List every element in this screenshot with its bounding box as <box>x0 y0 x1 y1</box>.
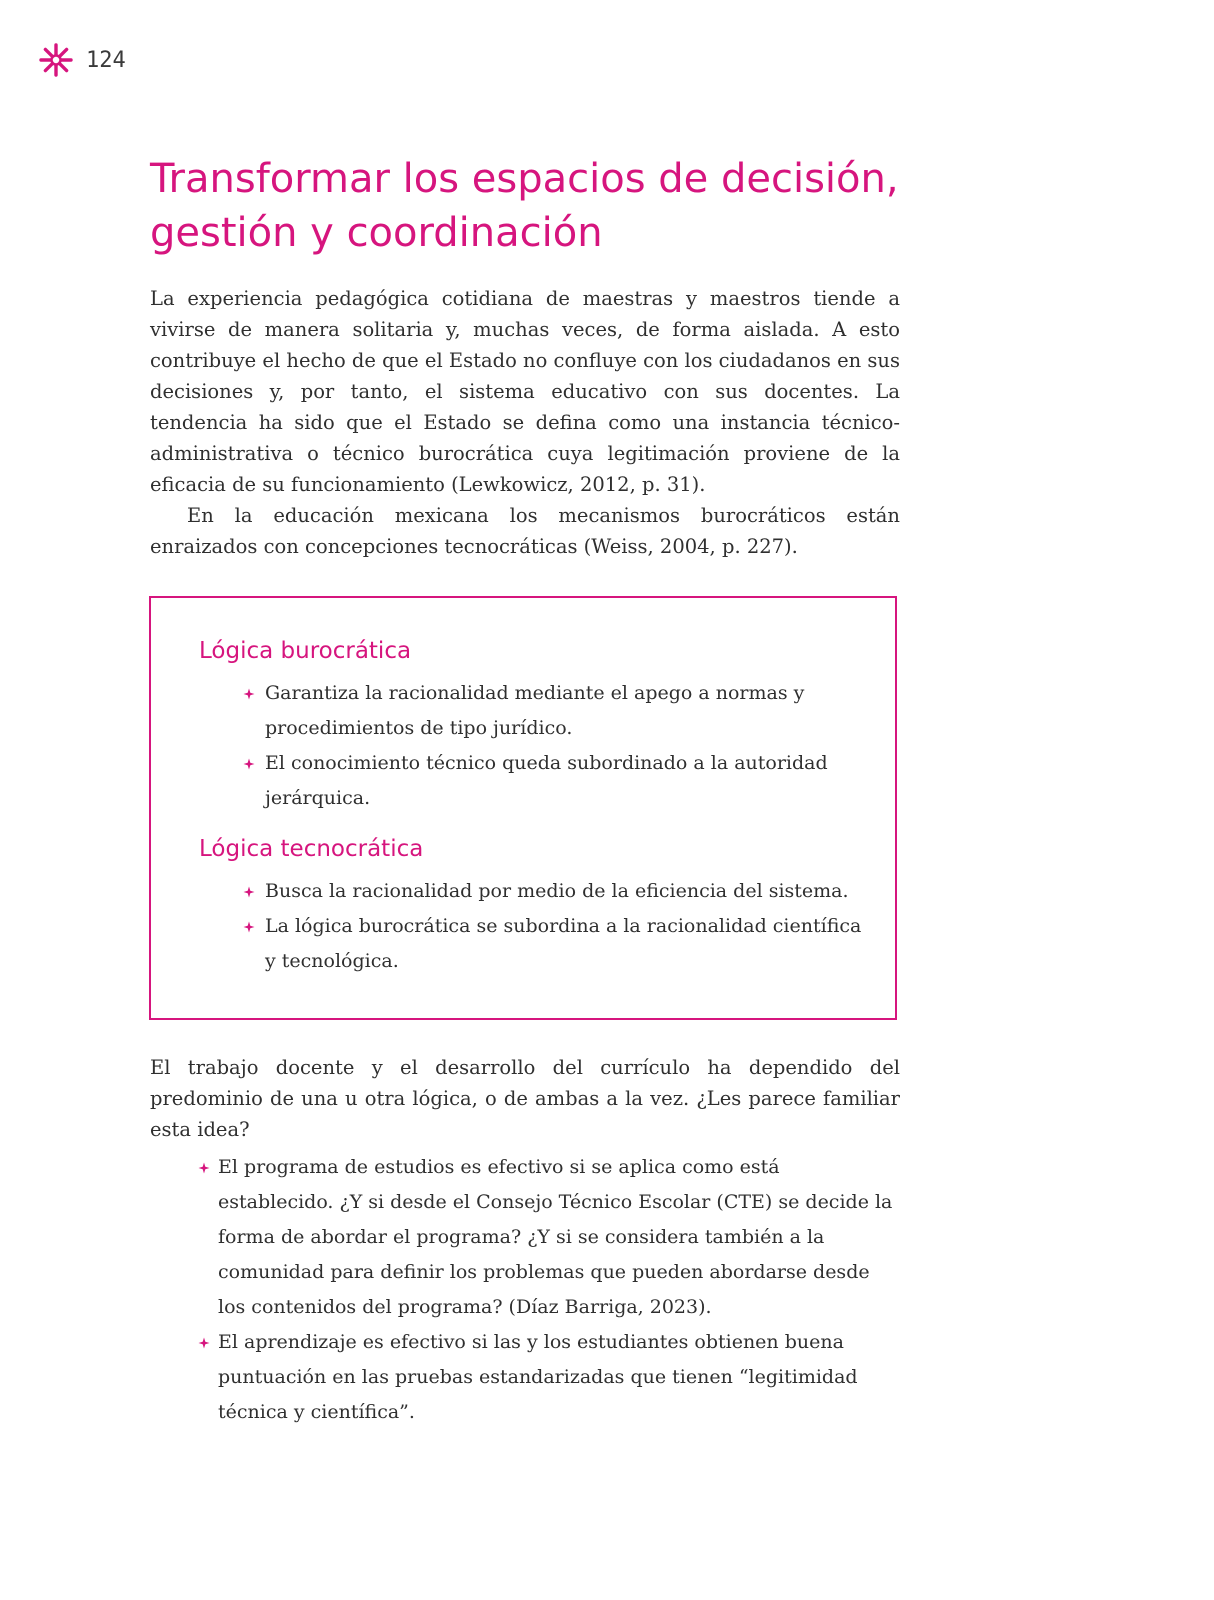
box-list-burocratica <box>243 676 863 816</box>
closing-paragraph: El trabajo docente y el desarrollo del currículo ha dependido del predominio de una u otra lógica, o de ambas a la vez. ¿Les parece familiar esta idea? <box>150 1056 900 1141</box>
bullet-cross-icon <box>198 1337 210 1349</box>
page-number: 124 <box>86 47 126 73</box>
list-item-text: Garantiza la racionalidad mediante el apego a normas y procedimientos de tipo jurídico. <box>265 682 805 739</box>
examples-list <box>198 1150 898 1430</box>
box-section-title-tecnocratica: Lógica tecnocrática <box>199 836 424 862</box>
asterisk-icon <box>38 42 74 78</box>
page-header <box>38 40 126 80</box>
bullet-cross-icon <box>243 688 255 700</box>
list-item-text: El aprendizaje es efectivo si las y los estudiantes obtienen buena puntuación en las pruebas estandarizadas que tienen “legitimidad técnica y científica”. <box>218 1331 858 1423</box>
list-item-text: Busca la racionalidad por medio de la eficiencia del sistema. <box>265 880 849 902</box>
box-section-title-burocratica: Lógica burocrática <box>199 638 412 664</box>
list-item <box>198 1150 898 1325</box>
list-item-text: El programa de estudios es efectivo si se aplica como está establecido. ¿Y si desde el Consejo Técnico Escolar (CTE) se decide la forma de abordar el programa? ¿Y si se considera también a la comunidad para definir los problemas que pueden abordarse desde los contenidos del programa? (Díaz Barriga, 2023). <box>218 1156 893 1318</box>
list-item-text: La lógica burocrática se subordina a la racionalidad científica y tecnológica. <box>265 915 862 972</box>
list-item-text: El conocimiento técnico queda subordinado a la autoridad jerárquica. <box>265 752 828 809</box>
intro-paragraph-1: La experiencia pedagógica cotidiana de maestras y maestros tiende a vivirse de manera solitaria y, muchas veces, de forma aislada. A esto contribuye el hecho de que el Estado no confluye con los ciudadanos en sus decisiones y, por tanto, el sistema educativo con sus docentes. La tendencia ha sido que el Estado se defina como una instancia técnico-administrativa o técnico burocrática cuya legitimación proviene de la eficacia de su funcionamiento (Lewkowicz, 2012, p. 31). <box>150 287 900 496</box>
bullet-cross-icon <box>243 921 255 933</box>
list-item <box>243 676 863 746</box>
list-item <box>243 874 863 909</box>
list-item <box>243 909 863 979</box>
bullet-cross-icon <box>243 886 255 898</box>
section-title: Transformar los espacios de decisión, gestión y coordinación <box>150 156 899 256</box>
intro-paragraph-2: En la educación mexicana los mecanismos burocráticos están enraizados con concepciones tecnocráticas (Weiss, 2004, p. 227). <box>150 504 900 558</box>
list-item <box>243 746 863 816</box>
box-list-tecnocratica <box>243 874 863 979</box>
intro-text <box>150 283 900 562</box>
bullet-cross-icon <box>243 758 255 770</box>
bullet-cross-icon <box>198 1162 210 1174</box>
list-item <box>198 1325 898 1430</box>
logic-box <box>149 596 897 1020</box>
